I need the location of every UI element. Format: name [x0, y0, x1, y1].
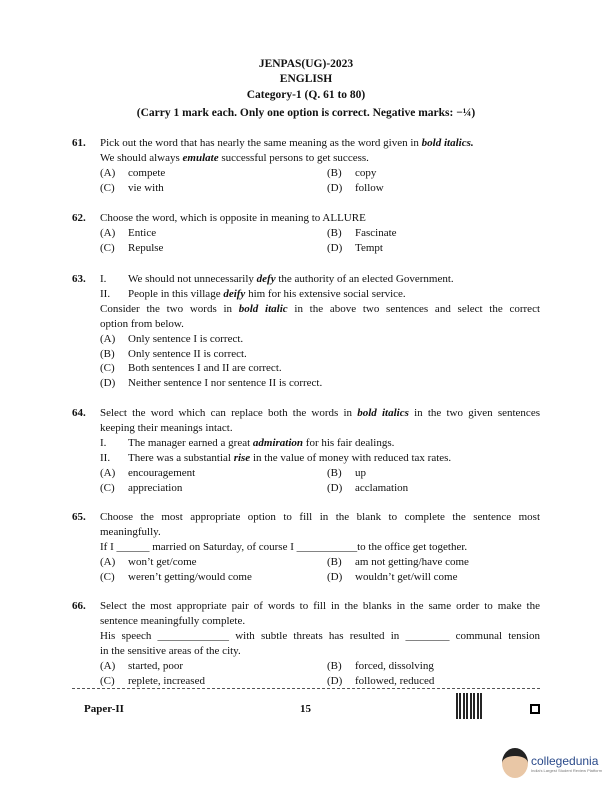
option-label: (D): [327, 481, 343, 494]
question-text: meaningfully.: [100, 525, 161, 538]
question-sentence: in the sensitive areas of the city.: [100, 644, 241, 657]
option-text: am not getting/have come: [355, 555, 469, 568]
option-text: followed, reduced: [355, 674, 435, 687]
question-61: [72, 136, 540, 196]
option-label: (B): [327, 555, 342, 568]
option-label: (A): [100, 226, 116, 239]
emphasis: deify: [223, 287, 246, 300]
question-66: [72, 599, 540, 688]
question-text: Consider the two words in: [100, 302, 239, 315]
question-number: 65.: [72, 511, 86, 523]
collegedunia-logo: [502, 748, 602, 778]
question-sentence: If I ______ married on Saturday, of course I ___________to the office get together.: [100, 540, 468, 553]
option-text: vie with: [128, 181, 164, 194]
option-label: (C): [100, 674, 115, 687]
question-text: in the two given sentences: [408, 407, 540, 419]
option-label: (C): [100, 481, 115, 494]
option-label: (B): [327, 466, 342, 479]
divider: [72, 688, 540, 689]
question-text: People in this village: [128, 287, 224, 300]
option-label: (A): [100, 466, 116, 479]
roman-numeral: I.: [100, 436, 107, 449]
question-text: keeping their meanings intact.: [100, 421, 233, 434]
option-label: (D): [100, 377, 116, 390]
option-text: replete, increased: [128, 674, 205, 687]
option-text: Neither sentence I nor sentence II is correct.: [128, 377, 323, 390]
option-text: Tempt: [355, 241, 383, 254]
option-row: [100, 347, 540, 362]
question-62: [72, 211, 540, 256]
question-text: Select the most appropriate pair of words to fill in the blanks in the same order to make the: [100, 600, 540, 612]
question-text: the authority of an elected Government.: [275, 273, 454, 285]
question-text: him for his extensive social service.: [245, 287, 406, 300]
option-label: (D): [327, 570, 343, 583]
option-row: [100, 659, 540, 674]
option-row: [100, 241, 540, 256]
option-label: (D): [327, 181, 343, 194]
option-label: (D): [327, 674, 343, 687]
roman-numeral: II.: [100, 451, 111, 464]
category-title: Category-1 (Q. 61 to 80): [246, 89, 366, 101]
option-label: (C): [100, 362, 115, 375]
option-row: [100, 555, 540, 570]
question-number: 63.: [72, 273, 86, 285]
option-label: (D): [327, 241, 343, 254]
question-text: Select the word which can replace both the words in: [100, 407, 358, 419]
question-text: There was a substantial: [128, 451, 234, 464]
option-label: (C): [100, 570, 115, 583]
option-row: [100, 481, 540, 496]
question-65: [72, 510, 540, 585]
option-row: [100, 361, 540, 376]
question-text: successful persons to get success.: [218, 151, 369, 164]
question-text: The manager earned a great: [128, 436, 253, 449]
option-row: [100, 226, 540, 241]
square-marker-icon: [530, 704, 540, 714]
option-text: up: [355, 466, 366, 479]
option-text: weren’t getting/would come: [128, 570, 252, 583]
exam-title: JENPAS(UG)-2023: [258, 58, 354, 70]
option-text: encouragement: [128, 466, 196, 479]
question-text: sentence meaningfully complete.: [100, 614, 246, 627]
question-number: 66.: [72, 600, 86, 612]
option-text: wouldn’t get/will come: [355, 570, 458, 583]
qr-code-icon: [456, 693, 482, 719]
sentence-2: [100, 287, 540, 302]
emphasis: emulate: [182, 151, 219, 164]
sentence-1: [100, 436, 540, 451]
option-row: [100, 332, 540, 347]
emphasis: bold italics: [357, 407, 409, 419]
option-row: [100, 674, 540, 689]
roman-numeral: II.: [100, 287, 111, 300]
option-text: won’t get/come: [128, 555, 197, 568]
emphasis: rise: [233, 451, 251, 464]
emphasis: bold italic: [238, 302, 288, 315]
option-label: (A): [100, 166, 116, 179]
emphasis: bold italics.: [421, 137, 474, 149]
option-text: Repulse: [128, 241, 164, 254]
option-label: (A): [100, 555, 116, 568]
option-text: forced, dissolving: [355, 659, 434, 672]
option-text: appreciation: [128, 481, 183, 494]
question-number: 64.: [72, 407, 86, 419]
option-text: Both sentences I and II are correct.: [128, 362, 282, 375]
instructions: (Carry 1 mark each. Only one option is correct. Negative marks: −¼): [136, 107, 476, 119]
emphasis: defy: [256, 273, 276, 285]
emphasis: admiration: [252, 436, 304, 449]
option-text: Fascinate: [355, 226, 397, 239]
option-label: (B): [327, 166, 342, 179]
question-text: in the value of money with reduced tax rates.: [250, 451, 452, 464]
paper-label: Paper-II: [84, 703, 124, 715]
sentence-2: [100, 451, 540, 466]
question-text: for his fair dealings.: [303, 436, 395, 449]
option-label: (B): [327, 226, 342, 239]
option-label: (B): [100, 347, 115, 360]
question-63: [72, 272, 540, 391]
question-text: We should not unnecessarily: [128, 273, 257, 285]
option-text: Only sentence II is correct.: [128, 347, 247, 360]
question-number: 62.: [72, 212, 86, 224]
mascot-icon: [502, 748, 528, 778]
option-text: started, poor: [128, 659, 183, 672]
option-row: [100, 570, 540, 585]
option-text: Entice: [128, 226, 157, 239]
option-row: [100, 166, 540, 181]
sentence-1: [100, 272, 540, 287]
question-64: [72, 406, 540, 495]
option-text: follow: [355, 181, 384, 194]
option-label: (A): [100, 332, 116, 345]
option-row: [100, 466, 540, 481]
option-text: compete: [128, 166, 166, 179]
option-label: (C): [100, 181, 115, 194]
page-number: 15: [300, 703, 311, 715]
option-row: [100, 376, 540, 391]
option-row: [100, 181, 540, 196]
logo-text: collegedunia: [531, 753, 599, 768]
option-text: acclamation: [355, 481, 409, 494]
option-label: (A): [100, 659, 116, 672]
roman-numeral: I.: [100, 273, 107, 285]
question-text: in the above two sentences and select the correct: [287, 302, 541, 315]
question-text: option from below.: [100, 317, 184, 330]
option-label: (B): [327, 659, 342, 672]
option-text: copy: [355, 166, 377, 179]
question-text: We should always: [100, 151, 183, 164]
question-text: Pick out the word that has nearly the same meaning as the word given in: [100, 137, 422, 149]
question-sentence: His speech _____________ with subtle threats has resulted in ________ communal tension: [100, 629, 540, 642]
question-number: 61.: [72, 137, 86, 149]
question-text: Choose the most appropriate option to fill in the blank to complete the sentence most: [100, 511, 540, 523]
option-text: Only sentence I is correct.: [128, 332, 244, 345]
logo-tagline: India's Largest Student Review Platform: [531, 767, 603, 773]
option-label: (C): [100, 241, 115, 254]
subject-title: ENGLISH: [279, 73, 333, 85]
question-text: Choose the word, which is opposite in meaning to ALLURE: [100, 212, 366, 224]
